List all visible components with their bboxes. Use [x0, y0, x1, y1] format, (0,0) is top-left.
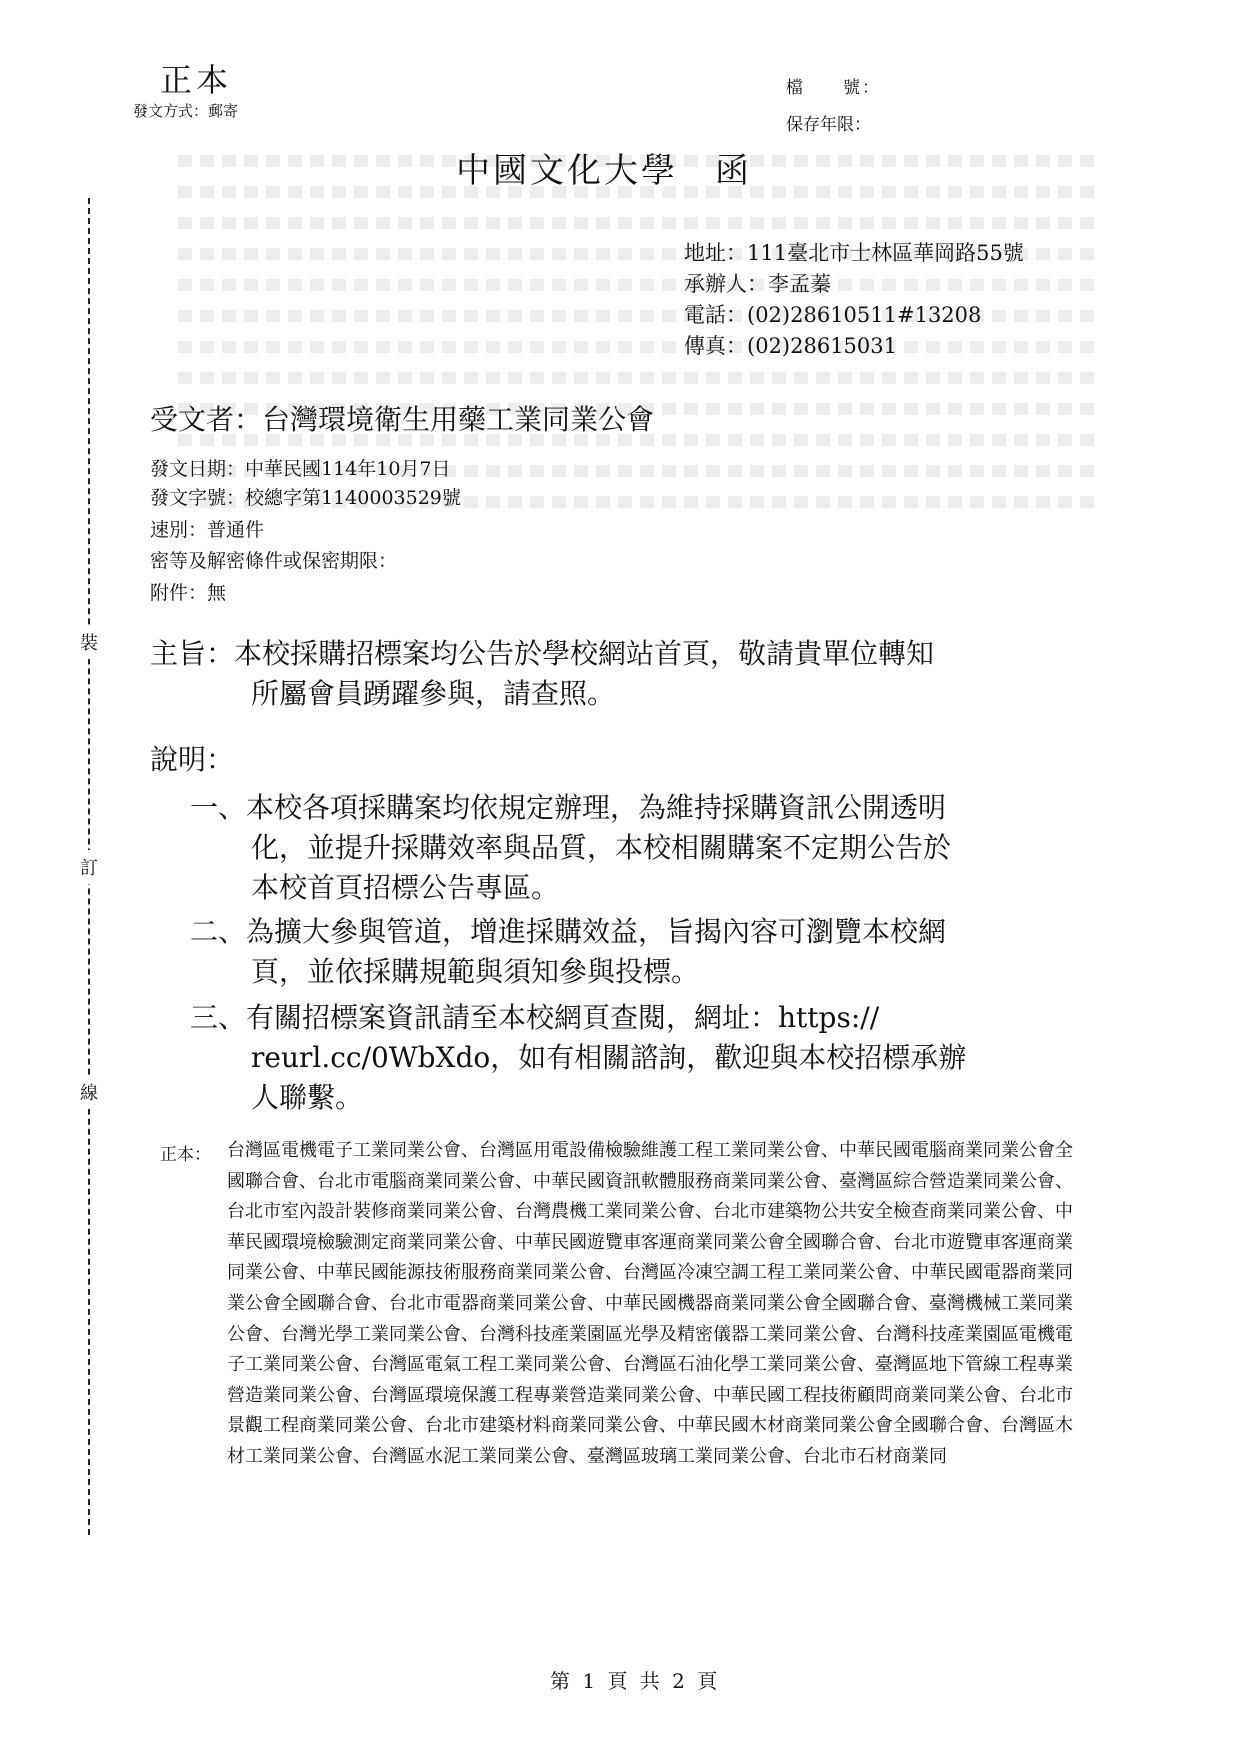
- page-number: 第 1 頁 共 2 頁: [550, 1669, 721, 1693]
- distribution-label: 正本：: [160, 1145, 211, 1165]
- subject-line-2: 所屬會員踴躍參與，請查照。: [251, 677, 616, 710]
- explanation-item-1-line-3: 本校首頁招標公告專區。: [251, 871, 560, 904]
- explanation-item-1-line-2: 化，並提升採購效率與品質，本校相關購案不定期公告於: [251, 831, 952, 864]
- sender-fax: 傳真：(02)28615031: [684, 334, 897, 358]
- file-number-label: 檔 號：: [786, 78, 881, 98]
- subject-line-1: 主旨：本校採購招標案均公告於學校網站首頁，敬請貴單位轉知: [150, 637, 935, 670]
- binding-mark-ding: 訂: [79, 850, 99, 884]
- explanation-item-2-line-2: 頁，並依採購規範與須知參與投標。: [251, 955, 700, 988]
- recipient: 受文者：台灣環境衛生用藥工業同業公會: [150, 403, 655, 436]
- explanation-label: 說明：: [150, 743, 235, 776]
- document-number: 發文字號：校總字第1140003529號: [150, 487, 461, 509]
- copy-type-label: 正本: [160, 61, 233, 99]
- security-level: 密等及解密條件或保密期限：: [150, 550, 398, 572]
- binding-mark-zhuang: 裝: [79, 625, 99, 659]
- sender-address: 地址：111臺北市士林區華岡路55號: [684, 241, 1024, 265]
- explanation-item-3-line-2: reurl.cc/0WbXdo，如有相關諮詢，歡迎與本校招標承辦: [251, 1041, 967, 1074]
- document-title: 中國文化大學 函: [456, 151, 752, 191]
- delivery-speed: 速別：普通件: [150, 519, 265, 541]
- explanation-item-3-line-1: 三、有關招標案資訊請至本校網頁查閱，網址：https://: [190, 1001, 880, 1034]
- attachment: 附件：無: [150, 582, 227, 604]
- distribution-list: 台灣區電機電子工業同業公會、台灣區用電設備檢驗維護工程工業同業公會、中華民國電腦商業同業公會全國聯合會、台北市電腦商業同業公會、中華民國資訊軟體服務商業同業公會、臺灣區綜合營造業同業公會、台北市室內設計裝修商業同業公會、台灣農機工業同業公會、台北市建築物公共安全檢查商業同業公會、中華民國環境檢驗測定商業同業公會、中華民國遊覽車客運商業同業公會全國聯合會、台北市遊覽車客運商業同業公會、中華民國能源技術服務商業同業公會、台灣區冷凍空調工程工業同業公會、中華民國電器商業同業公會全國聯合會、台北市電器商業同業公會、中華民國機器商業同業公會全國聯合會、臺灣機械工業同業公會、台灣光學工業同業公會、台灣科技產業園區光學及精密儀器工業同業公會、台灣科技產業園區電機電子工業同業公會、台灣區電氣工程工業同業公會、台灣區石油化學工業同業公會、臺灣區地下管線工程專業營造業同業公會、台灣區環境保護工程專業營造業同業公會、中華民國工程技術顧問商業同業公會、台北市景觀工程商業同業公會、台北市建築材料商業同業公會、中華民國木材商業同業公會全國聯合會、台灣區木材工業同業公會、台灣區水泥工業同業公會、臺灣區玻璃工業同業公會、台北市石材商業同: [227, 1140, 1073, 1467]
- sender-phone: 電話：(02)28610511#13208: [684, 303, 982, 327]
- explanation-item-1-line-1: 一、本校各項採購案均依規定辦理，為維持採購資訊公開透明: [190, 791, 947, 824]
- binding-mark-xian: 線: [79, 1075, 99, 1109]
- send-method: 發文方式：郵寄: [133, 102, 239, 120]
- explanation-item-3-line-3: 人聯繫。: [251, 1081, 364, 1114]
- retention-period-label: 保存年限：: [786, 115, 871, 135]
- explanation-item-2-line-1: 二、為擴大參與管道，增進採購效益，旨揭內容可瀏覽本校網: [190, 915, 947, 948]
- sender-handler: 承辦人：李孟蓁: [684, 272, 831, 296]
- issue-date: 發文日期：中華民國114年10月7日: [150, 458, 451, 480]
